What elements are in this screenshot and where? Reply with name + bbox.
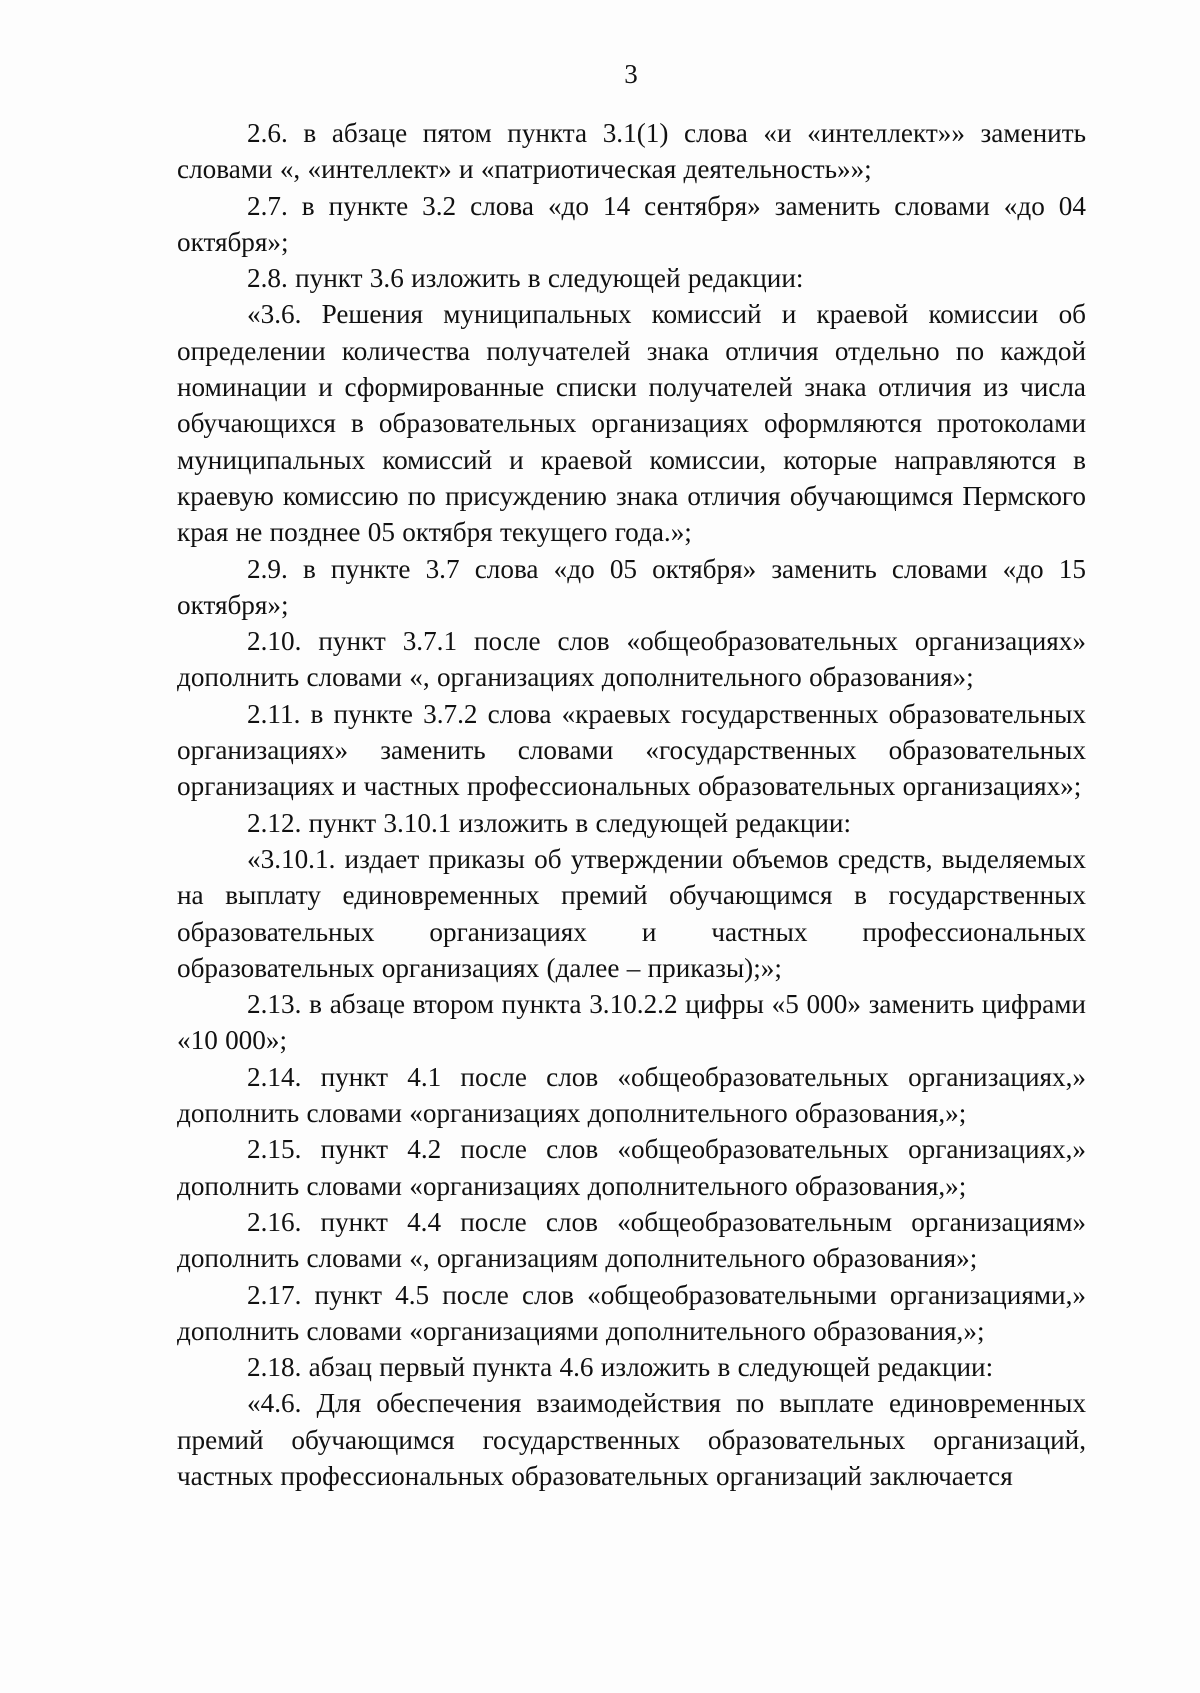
paragraph-2-10: 2.10. пункт 3.7.1 после слов «общеобразовательных организациях» дополнить словами «, организациях дополнительного образования»;: [177, 626, 1086, 693]
paragraph-2-17: 2.17. пункт 4.5 после слов «общеобразовательными организациями,» дополнить словами «организациями дополнительного образования,»;: [177, 1279, 1086, 1346]
paragraph-4-6-quote: «4.6. Для обеспечения взаимодействия по выплате единовременных премий обучающимся государственных образовательных организаций, частных профессиональных образовательных организаций заключается: [177, 1388, 1086, 1491]
paragraph-2-15: 2.15. пункт 4.2 после слов «общеобразовательных организациях,» дополнить словами «организациях дополнительного образования,»;: [177, 1134, 1086, 1201]
paragraph-2-8: 2.8. пункт 3.6 изложить в следующей редакции:: [247, 263, 804, 294]
paragraph-3-10-1-quote: «3.10.1. издает приказы об утверждении объемов средств, выделяемых на выплату единовременных премий обучающимся в государственных образовательных организациях и частных профессиональных образовательных организациях (далее – приказы);»;: [177, 843, 1086, 983]
paragraph-2-11: 2.11. в пункте 3.7.2 слова «краевых государственных образовательных организациях» заменить словами «государственных образовательных организациях и частных профессиональных образовательных организациях»;: [177, 698, 1086, 802]
paragraph-2-6: 2.6. в абзаце пятом пункта 3.1(1) слова «и «интеллект»» заменить словами «, «интеллект» и «патриотическая деятельность»»;: [177, 118, 1086, 185]
page-number: 3: [624, 59, 638, 89]
document-body: [177, 115, 1086, 1494]
paragraph-2-16: 2.16. пункт 4.4 после слов «общеобразовательным организациям» дополнить словами «, организациям дополнительного образования»;: [177, 1206, 1086, 1274]
paragraph-2-18: 2.18. абзац первый пункта 4.6 изложить в следующей редакции:: [247, 1352, 994, 1383]
paragraph-2-9: 2.9. в пункте 3.7 слова «до 05 октября» заменить словами «до 15 октября»;: [177, 553, 1086, 620]
paragraph-2-13: 2.13. в абзаце втором пункта 3.10.2.2 цифры «5 000» заменить цифрами «10 000»;: [177, 989, 1086, 1056]
paragraph-3-6-quote: «3.6. Решения муниципальных комиссий и краевой комиссии об определении количества получателей знака отличия отдельно по каждой номинации и сформированные списки получателей знака отличия из числа обучающихся в образовательных организациях оформляются протоколами муниципальных комиссий и краевой комиссии, которые направляются в краевую комиссию по присуждению знака отличия обучающимся Пермского края не позднее 05 октября текущего года.»;: [177, 299, 1086, 548]
paragraph-2-12: 2.12. пункт 3.10.1 изложить в следующей редакции:: [247, 807, 852, 838]
paragraph-2-14: 2.14. пункт 4.1 после слов «общеобразовательных организациях,» дополнить словами «организациях дополнительного образования,»;: [177, 1061, 1086, 1129]
paragraph-2-7: 2.7. в пункте 3.2 слова «до 14 сентября» заменить словами «до 04 октября»;: [177, 190, 1086, 257]
